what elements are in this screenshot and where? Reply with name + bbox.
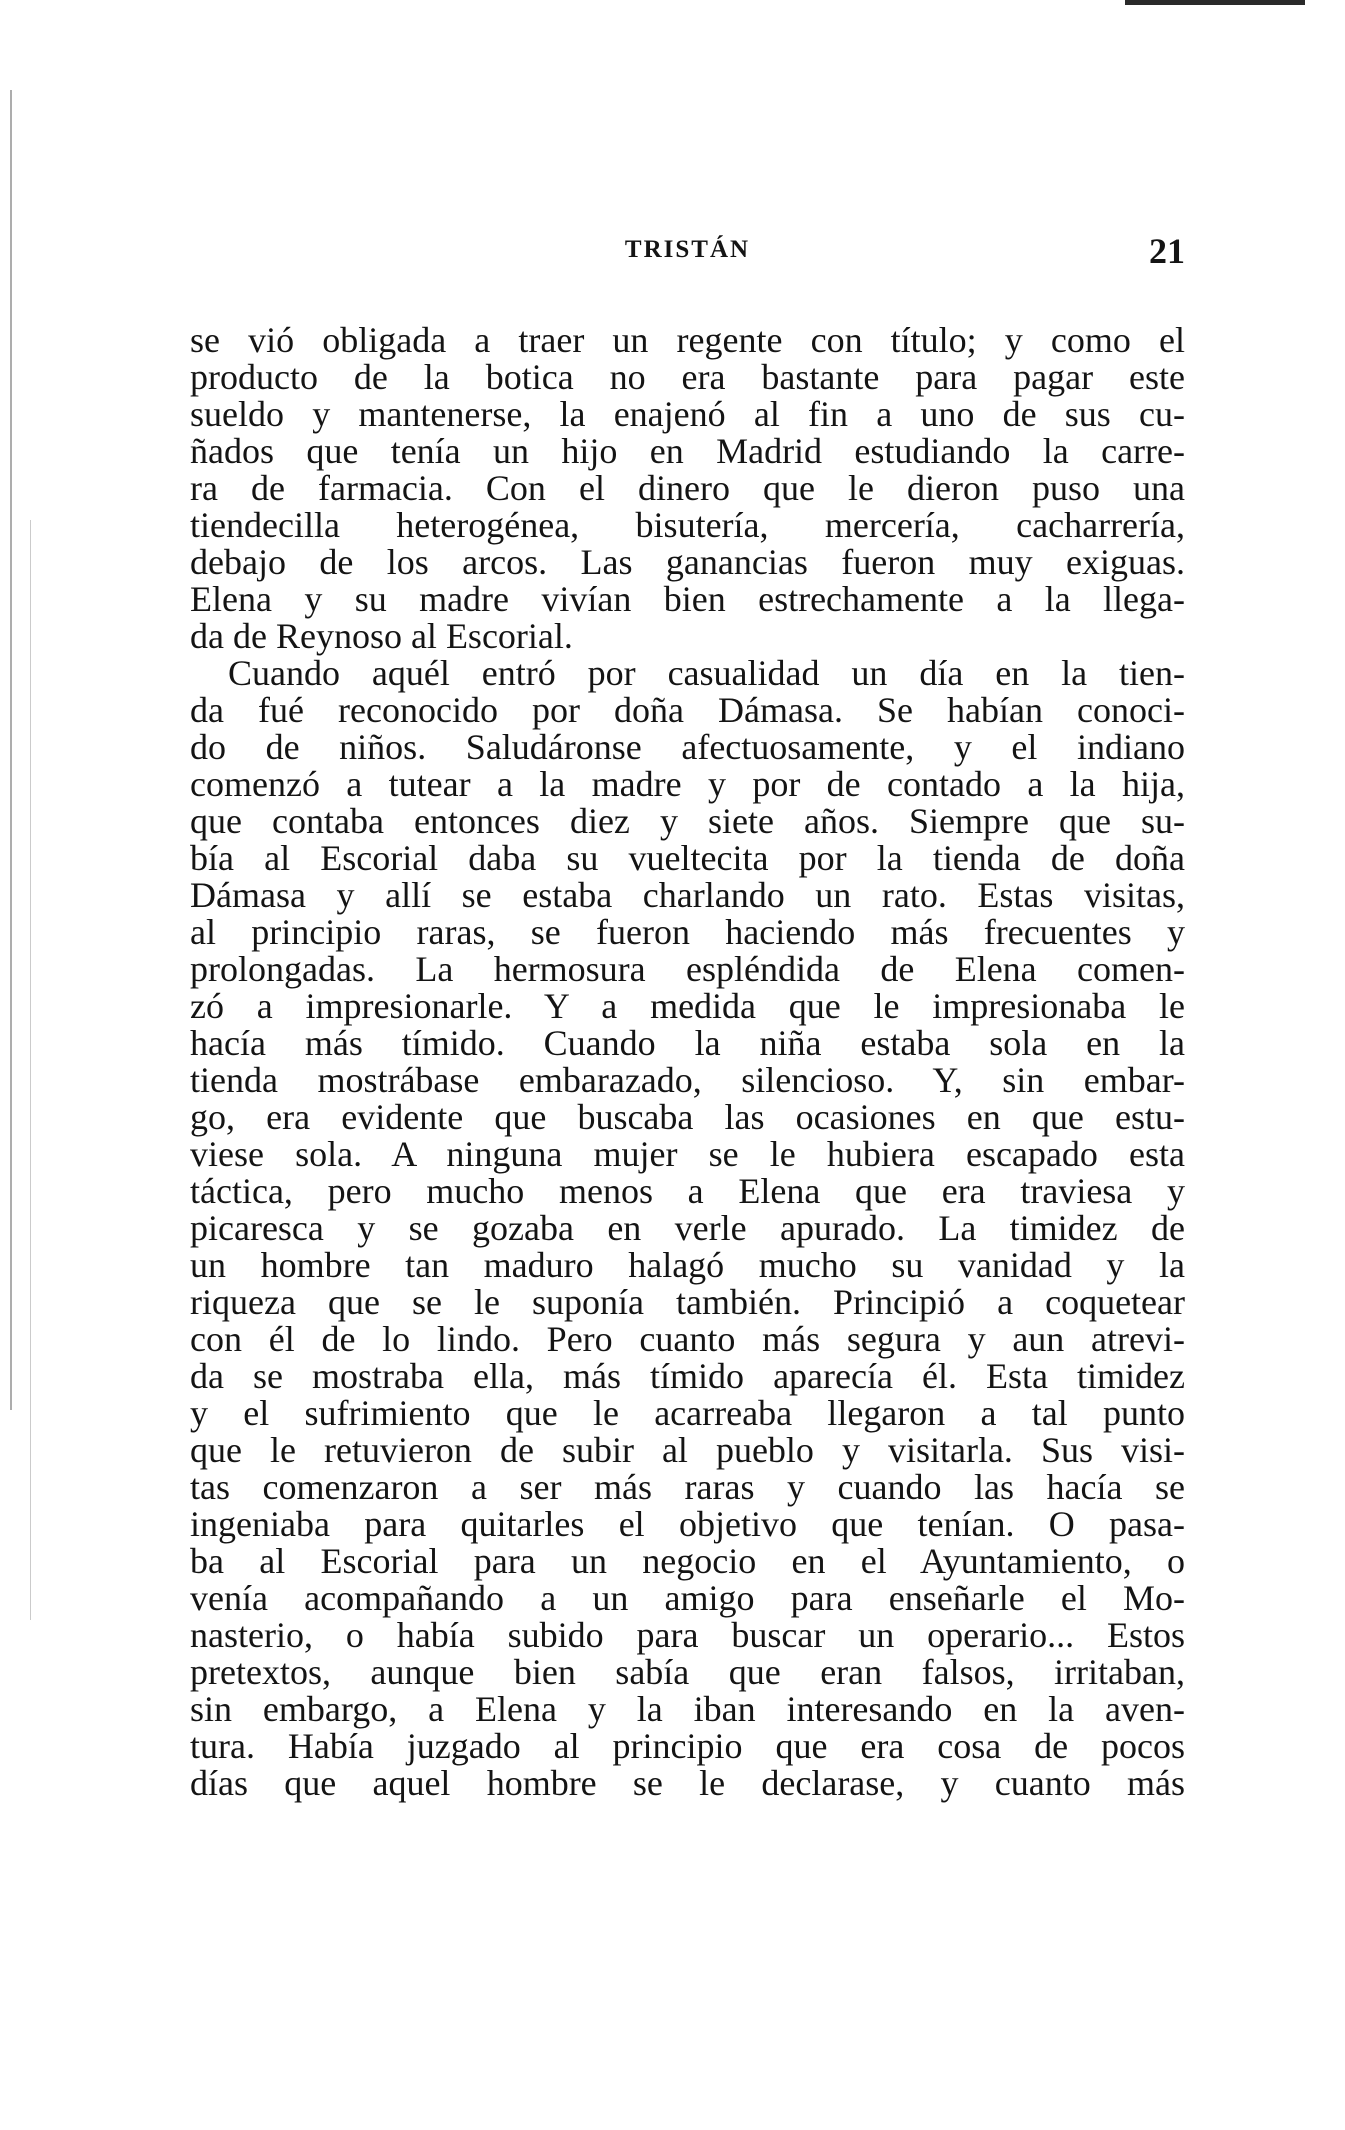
text-line: viese sola. A ninguna mujer se le hubiera escapado esta — [190, 1134, 1185, 1174]
text-line: táctica, pero mucho menos a Elena que era traviesa y — [190, 1171, 1185, 1211]
text-line: ñados que tenía un hijo en Madrid estudiando la carre- — [190, 431, 1185, 471]
text-line: hacía más tímido. Cuando la niña estaba sola en la — [190, 1023, 1185, 1063]
text-line: ra de farmacia. Con el dinero que le dieron puso una — [190, 468, 1185, 508]
text-line: Dámasa y allí se estaba charlando un rato. Estas visitas, — [190, 875, 1185, 915]
text-line: producto de la botica no era bastante para pagar este — [190, 357, 1185, 397]
text-line: riqueza que se le suponía también. Principió a coquetear — [190, 1282, 1185, 1322]
scan-gutter-line — [10, 90, 12, 1410]
scan-edge-mark — [1125, 0, 1305, 5]
text-line: y el sufrimiento que le acarreaba llegaron a tal punto — [190, 1393, 1185, 1433]
text-line: nasterio, o había subido para buscar un operario... Estos — [190, 1615, 1185, 1655]
text-line: que contaba entonces diez y siete años. Siempre que su- — [190, 801, 1185, 841]
text-line: ba al Escorial para un negocio en el Ayuntamiento, o — [190, 1541, 1185, 1581]
text-line: picaresca y se gozaba en verle apurado. La timidez de — [190, 1208, 1185, 1248]
text-line: pretextos, aunque bien sabía que eran falsos, irritaban, — [190, 1652, 1185, 1692]
text-line: bía al Escorial daba su vueltecita por la tienda de doña — [190, 838, 1185, 878]
page-number: 21 — [1149, 231, 1185, 271]
text-line: tas comenzaron a ser más raras y cuando las hacía se — [190, 1467, 1185, 1507]
text-line: da fué reconocido por doña Dámasa. Se habían conoci- — [190, 690, 1185, 730]
text-line: tura. Había juzgado al principio que era cosa de pocos — [190, 1726, 1185, 1766]
text-line: sin embargo, a Elena y la iban interesando en la aven- — [190, 1689, 1185, 1729]
text-line: al principio raras, se fueron haciendo más frecuentes y — [190, 912, 1185, 952]
text-line: sueldo y mantenerse, la enajenó al fin a uno de sus cu- — [190, 394, 1185, 434]
text-line: go, era evidente que buscaba las ocasiones en que estu- — [190, 1097, 1185, 1137]
text-line: un hombre tan maduro halagó mucho su vanidad y la — [190, 1245, 1185, 1285]
text-line: Elena y su madre vivían bien estrechamente a la llega- — [190, 579, 1185, 619]
body-text — [190, 322, 1185, 1802]
text-line: da de Reynoso al Escorial. — [190, 616, 573, 656]
text-line: comenzó a tutear a la madre y por de contado a la hija, — [190, 764, 1185, 804]
text-line: debajo de los arcos. Las ganancias fueron muy exiguas. — [190, 542, 1185, 582]
text-line: con él de lo lindo. Pero cuanto más segura y aun atrevi- — [190, 1319, 1185, 1359]
text-line: Cuando aquél entró por casualidad un día en la tien- — [228, 653, 1185, 693]
text-line: tiendecilla heterogénea, bisutería, mercería, cacharrería, — [190, 505, 1185, 545]
text-line: venía acompañando a un amigo para enseñarle el Mo- — [190, 1578, 1185, 1618]
text-line: prolongadas. La hermosura espléndida de Elena comen- — [190, 949, 1185, 989]
text-line: do de niños. Saludáronse afectuosamente, y el indiano — [190, 727, 1185, 767]
text-line: ingeniaba para quitarles el objetivo que tenían. O pasa- — [190, 1504, 1185, 1544]
text-line: da se mostraba ella, más tímido aparecía él. Esta timidez — [190, 1356, 1185, 1396]
scan-gutter-line — [30, 520, 31, 1620]
text-line: tienda mostrábase embarazado, silencioso. Y, sin embar- — [190, 1060, 1185, 1100]
text-line: que le retuvieron de subir al pueblo y visitarla. Sus visi- — [190, 1430, 1185, 1470]
running-header — [190, 230, 1185, 270]
text-line: zó a impresionarle. Y a medida que le impresionaba le — [190, 986, 1185, 1026]
running-title: TRISTÁN — [624, 236, 751, 263]
text-line: días que aquel hombre se le declarase, y cuanto más — [190, 1763, 1185, 1803]
text-line: se vió obligada a traer un regente con título; y como el — [190, 320, 1185, 360]
